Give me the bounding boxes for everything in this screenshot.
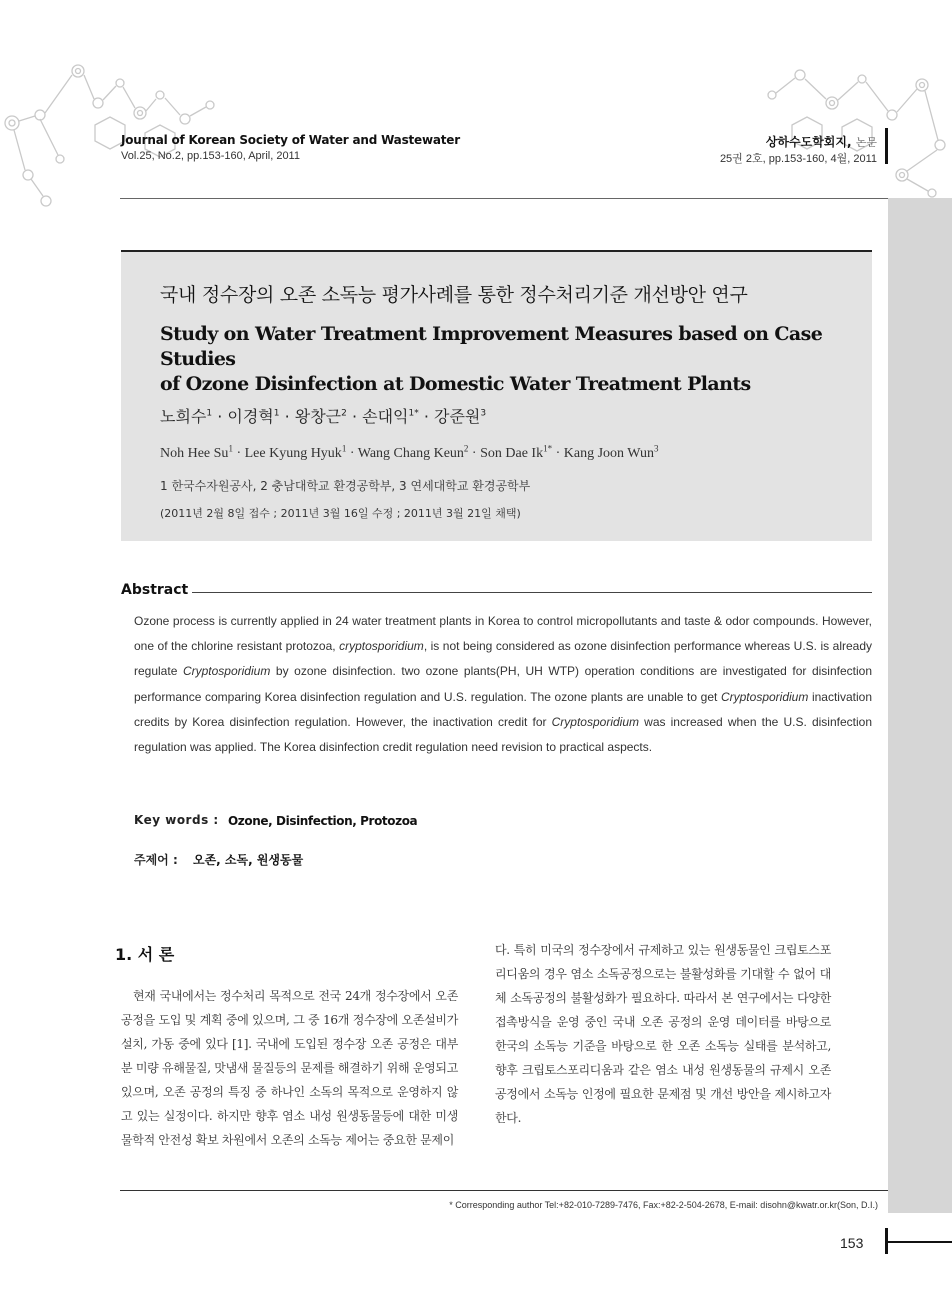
keywords-value-en: Ozone, Disinfection, Protozoa (228, 814, 418, 828)
en-author-name: Kang Joon Wun (563, 446, 654, 461)
en-author-affiliation-mark: 1 (341, 443, 347, 454)
header-rule (120, 198, 888, 199)
kr-author-name: 이경혁 (227, 407, 274, 426)
page-number: 153 (840, 1235, 864, 1251)
keywords-label-en: Key words : (134, 813, 219, 827)
en-author-name: Noh Hee Su (160, 446, 229, 461)
kr-author-name: 강준원 (434, 407, 481, 426)
en-author-affiliation-mark: 3 (653, 443, 659, 454)
author-separator: · (279, 407, 295, 426)
molecule-decoration-right (752, 55, 952, 205)
abstract-rule (186, 592, 872, 593)
en-author-affiliation-mark: 1* (543, 443, 553, 454)
received-dates: (2011년 2월 8일 접수 ; 2011년 3월 16일 수정 ; 2011년 3월 21일 채택) (160, 507, 521, 520)
author-separator: · (468, 446, 481, 461)
authors-english (160, 443, 659, 462)
footnote-rule (120, 1190, 888, 1191)
body-column-left: 현재 국내에서는 정수처리 목적으로 전국 24개 정수장에서 오존 공정을 도입 및 계획 중에 있으며, 그 중 16개 정수장에 오존설비가 설치, 가동 중에 있다 [1]. 국내에 도입된 정수장 오존 공정은 대부분 미량 유해물질, 맛냄새 물질등의 문제를 해결하기 위해 운영되고 있으며, 오존 공정의 특징 중 하나인 소독의 목적으로 운영하지 않고 있는 실정이다. 하지만 향후 염소 내성 원생동물등에 대한 미생물학적 안전성 확보 차원에서 오존의 소독능 제어는 중요한 문제이 (121, 989, 458, 1147)
author-separator: · (346, 446, 358, 461)
journal-title-kr (766, 133, 877, 150)
title-english-line1: Study on Water Treatment Improvement Measures based on Case Studies (160, 323, 823, 370)
abstract-italic-4: Cryptosporidium (551, 714, 640, 729)
kr-author-name: 왕창근 (294, 407, 342, 426)
abstract-text-4: inactivation credits by Korea disinfection regulation. However, the inactivation credit for (134, 689, 872, 729)
keywords-value-kr: 오존, 소독, 원생동물 (193, 853, 304, 867)
abstract-text-2: , is not being considered as ozone disinfection performance whereas U.S. is already regulate (134, 639, 873, 679)
title-english (160, 322, 850, 397)
abstract-text-3: by ozone disinfection. two ozone plants(PH, UH WTP) operation conditions are investigated for disinfection performance comparing Korea disinfection regulation and U.S. regulation. The ozone plants are unable to get (134, 664, 873, 704)
journal-volume-en: Vol.25, No.2, pp.153-160, April, 2011 (121, 150, 300, 162)
article-type: 논문 (855, 136, 877, 149)
keywords-label-kr: 주제어 : (134, 853, 178, 867)
kr-author-affiliation-mark: 3 (480, 408, 487, 419)
title-english-line2: of Ozone Disinfection at Domestic Water Treatment Plants (160, 373, 751, 395)
journal-title-kr-text: 상하수도학회지, (765, 135, 852, 149)
journal-title-en: Journal of Korean Society of Water and Wastewater (121, 133, 460, 147)
abstract-text-5: was increased when the U.S. disinfection regulation was applied. The Korea disinfection credit regulation need revision to practical aspects. (134, 714, 872, 755)
en-author-affiliation-mark: 2 (463, 443, 469, 454)
abstract-italic-1: cryptosporidium (339, 639, 424, 654)
page-number-rule (888, 1241, 952, 1243)
kr-author-affiliation-mark: 2 (341, 408, 347, 419)
affiliations: 1 한국수자원공사, 2 충남대학교 환경공학부, 3 연세대학교 환경공학부 (160, 479, 531, 493)
author-separator: · (232, 446, 245, 461)
en-author-name: Wang Chang Keun (357, 446, 464, 461)
kr-author-affiliation-mark: 1* (408, 408, 419, 419)
abstract-body (134, 609, 872, 760)
section-heading-introduction: 1. 서 론 (115, 945, 175, 964)
kr-author-affiliation-mark: 1 (206, 408, 213, 419)
title-korean: 국내 정수장의 오존 소독능 평가사례를 통한 정수처리기준 개선방안 연구 (160, 284, 748, 306)
journal-volume-kr: 25권 2호, pp.153-160, 4월, 2011 (719, 153, 877, 165)
kr-author-name: 노희수 (160, 407, 207, 426)
author-separator: · (346, 407, 363, 426)
author-separator: · (212, 407, 228, 426)
side-gray-bar (888, 198, 952, 1213)
en-author-name: Son Dae Ik (480, 446, 544, 461)
en-author-name: Lee Kyung Hyuk (244, 446, 342, 461)
kr-author-affiliation-mark: 1 (273, 408, 280, 419)
author-separator: · (418, 407, 434, 426)
body-column-right: 다. 특히 미국의 정수장에서 규제하고 있는 원생동물인 크립토스포리디움의 경우 염소 소독공정으로는 불활성화를 기대할 수 없어 대체 소독공정의 불활성화가 필요하다. 따라서 본 연구에서는 다양한 접촉방식을 운영 중인 국내 오존 공정의 운영 데이터를 바탕으로 한국의 소독능 기준을 바탕으로 한 오존 소독능 실태를 분석하고, 향후 크립토스포리디움과 같은 염소 내성 원생동물의 규제시 오존공정에서 소독능 인정에 필요한 문제점 및 개선 방안을 제시하고자 한다. (495, 943, 831, 1125)
author-separator: · (552, 446, 564, 461)
header-tick-mark (885, 128, 888, 164)
authors-korean (160, 404, 486, 427)
abstract-italic-2: Cryptosporidium (182, 664, 271, 679)
abstract-text-1: Ozone process is currently applied in 24 water treatment plants in Korea to control micropollutants and taste & odor compounds. However, one of the chlorine resistant protozoa, (134, 614, 872, 654)
corresponding-author-footnote: * Corresponding author Tel:+82-010-7289-7476, Fax:+82-2-504-2678, E-mail: disohn@kwatr.or.kr(Son, D.I.) (449, 1200, 878, 1210)
en-author-affiliation-mark: 1 (228, 443, 233, 454)
abstract-italic-3: Cryptosporidium (720, 689, 809, 704)
kr-author-name: 손대익 (362, 407, 409, 426)
abstract-heading: Abstract (121, 582, 192, 598)
